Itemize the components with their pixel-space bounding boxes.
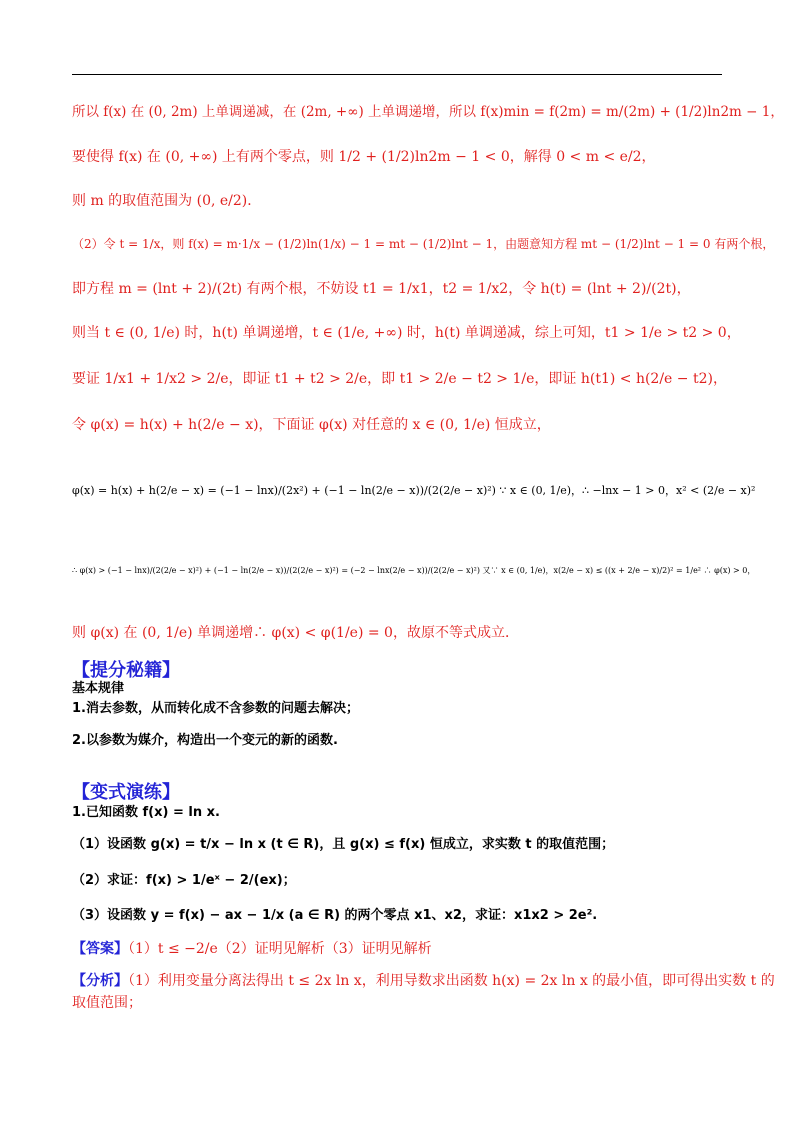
- solution-line-3: 则 m 的取值范围为 (0, e/2)．: [72, 193, 262, 209]
- solution-line-4: （2）令 t = 1/x，则 f(x) = m·1/x − (1/2)ln(1/x) − 1 = mt − (1/2)lnt − 1，由题意知方程 mt − (1/2)lnt − 1 = 0 有两个根，: [72, 237, 775, 251]
- analysis-text-1: （1）利用变量分离法得出 t ≤ 2x ln x，利用导数求出函数 h(x) = 2x ln x 的最小值，即可得出实数 t 的: [128, 973, 775, 989]
- answer-line: [72, 942, 432, 956]
- practice-question-1-part-1: （1）设函数 g(x) = t/x − ln x (t ∈ R)，且 g(x) ≤ f(x) 恒成立，求实数 t 的取值范围；: [72, 837, 615, 852]
- practice-question-1: 1.已知函数 f(x) = ln x.: [72, 805, 220, 820]
- solution-line-7: 要证 1/x1 + 1/x2 > 2/e，即证 t1 + t2 > 2/e，即 t1 > 2/e − t2 > 1/e，即证 h(t1) < h(2/e − t2)，: [72, 371, 727, 387]
- answer-text: （1）t ≤ −2/e（2）证明见解析（3）证明见解析: [128, 941, 432, 957]
- practice-question-1-part-2: （2）求证：f(x) > 1/eˣ − 2/(ex)；: [72, 873, 296, 888]
- tips-rule-1: 1.消去参数，从而转化成不含参数的问题去解决；: [72, 701, 359, 716]
- tips-subtitle: 基本规律: [72, 681, 125, 696]
- solution-line-9: φ(x) = h(x) + h(2/e − x) = (−1 − lnx)/(2x²) + (−1 − ln(2/e − x))/(2(2/e − x)²) ∵ x ∈ (0, 1/e)，∴ −lnx − 1 > 0，x² < (2/e − x)²: [72, 484, 756, 497]
- solution-line-1: 所以 f(x) 在 (0, 2m) 上单调递减，在 (2m, +∞) 上单调递增，所以 f(x)min = f(2m) = m/(2m) + (1/2)ln2m − 1，: [72, 104, 784, 120]
- analysis-tag: 【分析】: [72, 973, 128, 989]
- solution-line-5: 即方程 m = (lnt + 2)/(2t) 有两个根，不妨设 t1 = 1/x1，t2 = 1/x2，令 h(t) = (lnt + 2)/(2t)，: [72, 281, 691, 297]
- tips-rule-2: 2.以参数为媒介，构造出一个变元的新的函数.: [72, 733, 338, 748]
- solution-line-2: 要使得 f(x) 在 (0, +∞) 上有两个零点，则 1/2 + (1/2)ln2m − 1 < 0，解得 0 < m < e/2，: [72, 149, 656, 165]
- answer-tag: 【答案】: [72, 941, 128, 957]
- section-title-practice: 【变式演练】: [72, 782, 180, 803]
- solution-line-8: 令 φ(x) = h(x) + h(2/e − x)，下面证 φ(x) 对任意的 x ∈ (0, 1/e) 恒成立，: [72, 417, 551, 433]
- practice-question-1-part-3: （3）设函数 y = f(x) − ax − 1/x (a ∈ R) 的两个零点 x1、x2，求证：x1x2 > 2e².: [72, 908, 598, 923]
- solution-line-10: ∴ φ(x) > (−1 − lnx)/(2(2/e − x)²) + (−1 − ln(2/e − x))/(2(2/e − x)²) = (−2 − lnx(2/e − x))/(2(2/e − x)²) 又∵ x ∈ (0, 1/e)，x(2/e − x) ≤ ((x + 2/e − x)/2)² = 1/e² ∴ φ(x) > 0，: [72, 566, 756, 575]
- section-title-tips: 【提分秘籍】: [72, 660, 180, 681]
- header-rule: [72, 74, 722, 75]
- analysis-line-1: [72, 974, 775, 988]
- solution-line-6: 则当 t ∈ (0, 1/e) 时，h(t) 单调递增，t ∈ (1/e, +∞) 时，h(t) 单调递减，综上可知，t1 > 1/e > t2 > 0，: [72, 325, 741, 341]
- analysis-line-2: 取值范围；: [72, 995, 142, 1011]
- solution-line-11: 则 φ(x) 在 (0, 1/e) 单调递增∴ φ(x) < φ(1/e) = 0，故原不等式成立．: [72, 625, 519, 641]
